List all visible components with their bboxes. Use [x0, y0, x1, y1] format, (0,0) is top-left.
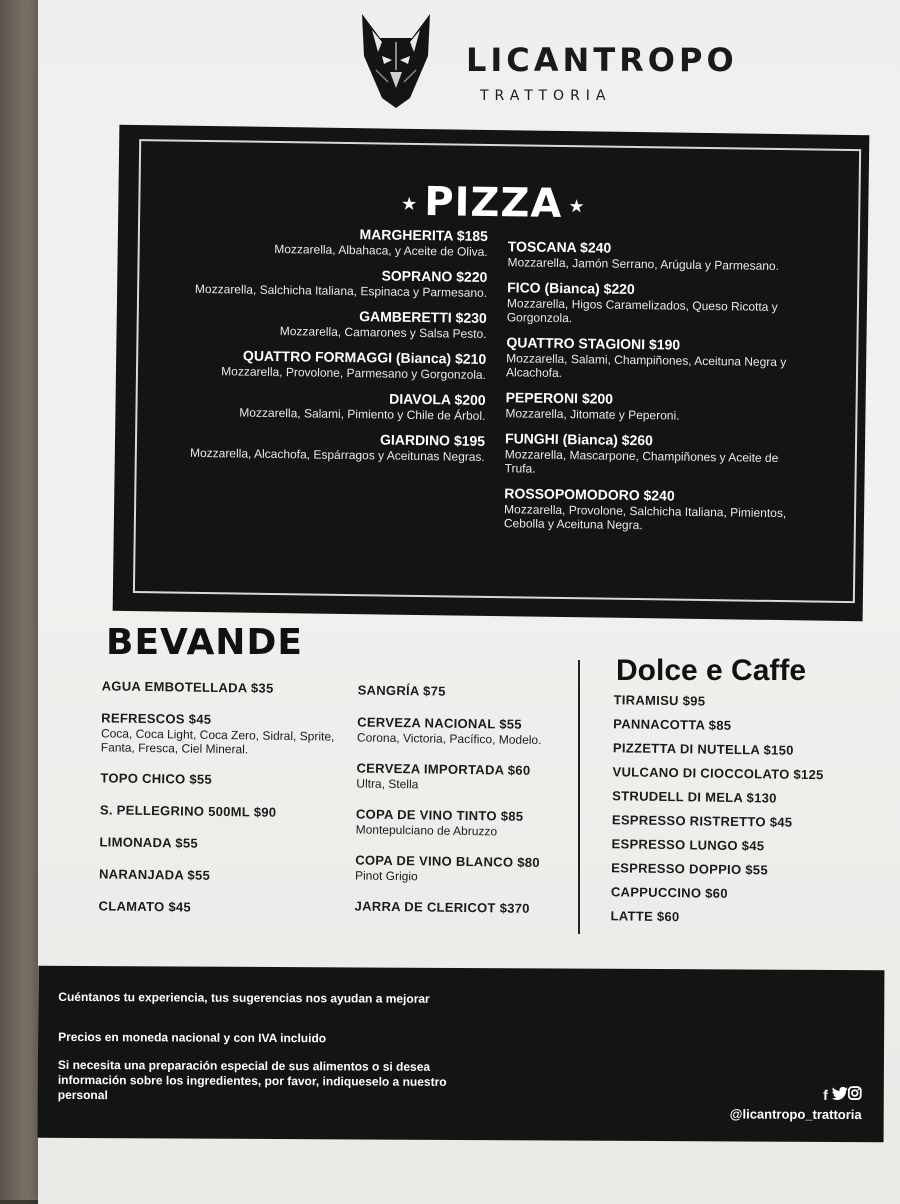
- menu-item: [504, 485, 805, 534]
- menu-item: PANNACOTTA $85: [613, 716, 732, 733]
- menu-item: [166, 305, 486, 340]
- brand-name: LICANTROPO: [466, 41, 738, 79]
- pizza-title-text: PIZZA: [423, 179, 563, 227]
- social-icons: [730, 1085, 862, 1103]
- menu-item: [507, 238, 807, 273]
- menu-item: [100, 770, 340, 789]
- menu-item-name: PEPERONI $200: [505, 389, 614, 407]
- brand-subtitle: TRATTORIA: [480, 88, 612, 104]
- menu-item-name: LIMONADA $55: [99, 834, 199, 851]
- menu-item-desc: Mozzarella, Mascarpone, Champiñones y Aceite de Trufa.: [504, 447, 779, 476]
- twitter-icon[interactable]: [832, 1087, 848, 1100]
- menu-item-name: JARRA DE CLERICOT $370: [354, 898, 530, 916]
- menu-item: [358, 682, 578, 701]
- menu-item-name: GAMBERETTI $230: [359, 308, 487, 326]
- footer-note-feedback: Cuéntanos tu experiencia, tus sugerencias nos ayudan a mejorar: [58, 989, 430, 1006]
- menu-item-desc: Mozzarella, Salami, Pimiento y Chile de Árbol.: [239, 405, 486, 423]
- menu-item: [166, 346, 486, 381]
- menu-item: TIRAMISU $95: [613, 692, 706, 709]
- menu-item: STRUDELL DI MELA $130: [612, 788, 777, 806]
- menu-item: ESPRESSO LUNGO $45: [611, 836, 765, 854]
- menu-item-desc: Mozzarella, Higos Caramelizados, Queso Ricotta y Gorgonzola.: [506, 296, 778, 326]
- menu-item: [357, 714, 577, 747]
- menu-item-desc: Mozzarella, Provolone, Parmesano y Gorgonzola.: [221, 364, 487, 382]
- instagram-icon[interactable]: [848, 1086, 862, 1100]
- menu-item: VULCANO DI CIOCCOLATO $125: [612, 764, 824, 783]
- menu-item: [98, 898, 338, 917]
- menu-item-desc: Mozzarella, Camarones y Salsa Pesto.: [279, 324, 487, 341]
- menu-item-name: AGUA EMBOTELLADA $35: [101, 678, 274, 696]
- menu-item: [165, 428, 485, 463]
- menu-item-name: QUATTRO STAGIONI $190: [506, 334, 681, 353]
- menu-item-desc: Corona, Victoria, Pacífico, Modelo.: [356, 730, 542, 748]
- menu-item-name: TOSCANA $240: [507, 238, 612, 256]
- menu-item-desc: Coca, Coca Light, Coca Zero, Sidral, Sprite, Fanta, Fresca, Ciel Mineral.: [100, 726, 335, 757]
- menu-item: ESPRESSO RISTRETTO $45: [611, 812, 793, 830]
- pizza-column-left: [165, 223, 488, 473]
- menu-item-name: MARGHERITA $185: [359, 226, 489, 244]
- menu-item-name: COPA DE VINO TINTO $85: [355, 806, 524, 824]
- star-icon: ★: [568, 195, 586, 217]
- menu-item: [101, 710, 342, 757]
- menu-item: [506, 334, 807, 383]
- menu-item: CAPPUCCINO $60: [610, 884, 728, 901]
- menu-item-desc: Mozzarella, Salchicha Italiana, Espinaca y Parmesano.: [194, 281, 488, 300]
- menu-item-name: CLAMATO $45: [98, 898, 192, 915]
- menu-item-name: COPA DE VINO BLANCO $80: [355, 852, 540, 871]
- menu-item: [99, 866, 339, 885]
- menu-item: [505, 389, 805, 424]
- menu-item-desc: Mozzarella, Alcachofa, Espárragos y Aceitunas Negras.: [189, 445, 485, 464]
- menu-item-name: CERVEZA NACIONAL $55: [357, 714, 522, 732]
- menu-item-desc: Mozzarella, Albahaca, y Aceite de Oliva.: [274, 241, 488, 259]
- menu-item-name: SOPRANO $220: [381, 267, 488, 285]
- menu-item: [356, 806, 576, 839]
- footer-note-prices: Precios en moneda nacional y con IVA incluido: [58, 1029, 327, 1046]
- menu-item: [355, 898, 575, 917]
- menu-item-desc: Mozzarella, Jamón Serrano, Arúgula y Parmesano.: [507, 255, 780, 274]
- menu-item: [165, 387, 485, 422]
- footer-note-allergies: Si necesita una preparación especial de sus alimentos o si desea información sobre los ingredientes, por favor, indiqueselo a nuestro personal: [57, 1057, 447, 1103]
- menu-item: LATTE $60: [610, 908, 680, 925]
- menu-item: [505, 430, 806, 479]
- dolce-title: Dolce e Caffe: [616, 654, 807, 687]
- menu-item-name: FICO (Bianca) $220: [507, 279, 635, 297]
- menu-item-name: REFRESCOS $45: [101, 710, 212, 727]
- menu-item: PIZZETTA DI NUTELLA $150: [612, 740, 794, 758]
- bevande-title: BEVANDE: [106, 622, 303, 663]
- menu-item-name: QUATTRO FORMAGGI (Bianca) $210: [242, 347, 487, 367]
- menu-item-desc: Mozzarella, Provolone, Salchicha Italiana, Pimientos, Cebolla y Aceituna Negra.: [503, 502, 787, 533]
- menu-item-name: TOPO CHICO $55: [100, 770, 213, 787]
- menu-item-name: GIARDINO $195: [379, 431, 486, 449]
- menu-item: [168, 223, 488, 258]
- menu-item-desc: Mozzarella, Jitomate y Peperoni.: [505, 406, 680, 423]
- social-block: [730, 1085, 862, 1122]
- menu-item-desc: Montepulciano de Abruzzo: [355, 822, 498, 839]
- menu-item-desc: Ultra, Stella: [356, 776, 419, 792]
- facebook-icon[interactable]: f: [823, 1086, 832, 1103]
- menu-item-desc: Pinot Grigio: [354, 868, 418, 884]
- menu-item: [99, 834, 339, 853]
- menu-item-name: NARANJADA $55: [98, 866, 211, 883]
- menu-item-name: ROSSOPOMODORO $240: [504, 485, 675, 504]
- pizza-panel: [113, 125, 870, 621]
- menu-item-name: FUNGHI (Bianca) $260: [504, 430, 654, 449]
- wolf-head-icon: [358, 12, 434, 110]
- menu-item: [167, 264, 487, 299]
- bevande-column-2: [354, 682, 577, 933]
- menu-item: [102, 678, 342, 697]
- menu-item-name: CERVEZA IMPORTADA $60: [356, 760, 531, 778]
- menu-item-desc: Mozzarella, Salami, Champiñones, Aceituna Negra y Alcachofa.: [505, 351, 787, 380]
- menu-item-name: DIAVOLA $200: [389, 390, 486, 408]
- bevande-column-1: [98, 678, 341, 933]
- footer-panel: [38, 966, 885, 1142]
- social-handle[interactable]: @licantropo_trattoria: [729, 1106, 862, 1123]
- dolce-column: [610, 692, 863, 935]
- menu-item-name: S. PELLEGRINO 500ML $90: [99, 802, 277, 820]
- menu-item: [355, 852, 575, 885]
- star-icon: ★: [400, 193, 419, 215]
- menu-item: [507, 279, 808, 328]
- menu-item: [356, 760, 576, 793]
- section-divider: [578, 660, 580, 934]
- menu-item: ESPRESSO DOPPIO $55: [611, 860, 769, 878]
- menu-item: [100, 802, 340, 821]
- menu-item-name: SANGRÍA $75: [357, 682, 446, 699]
- pizza-column-right: [504, 238, 808, 544]
